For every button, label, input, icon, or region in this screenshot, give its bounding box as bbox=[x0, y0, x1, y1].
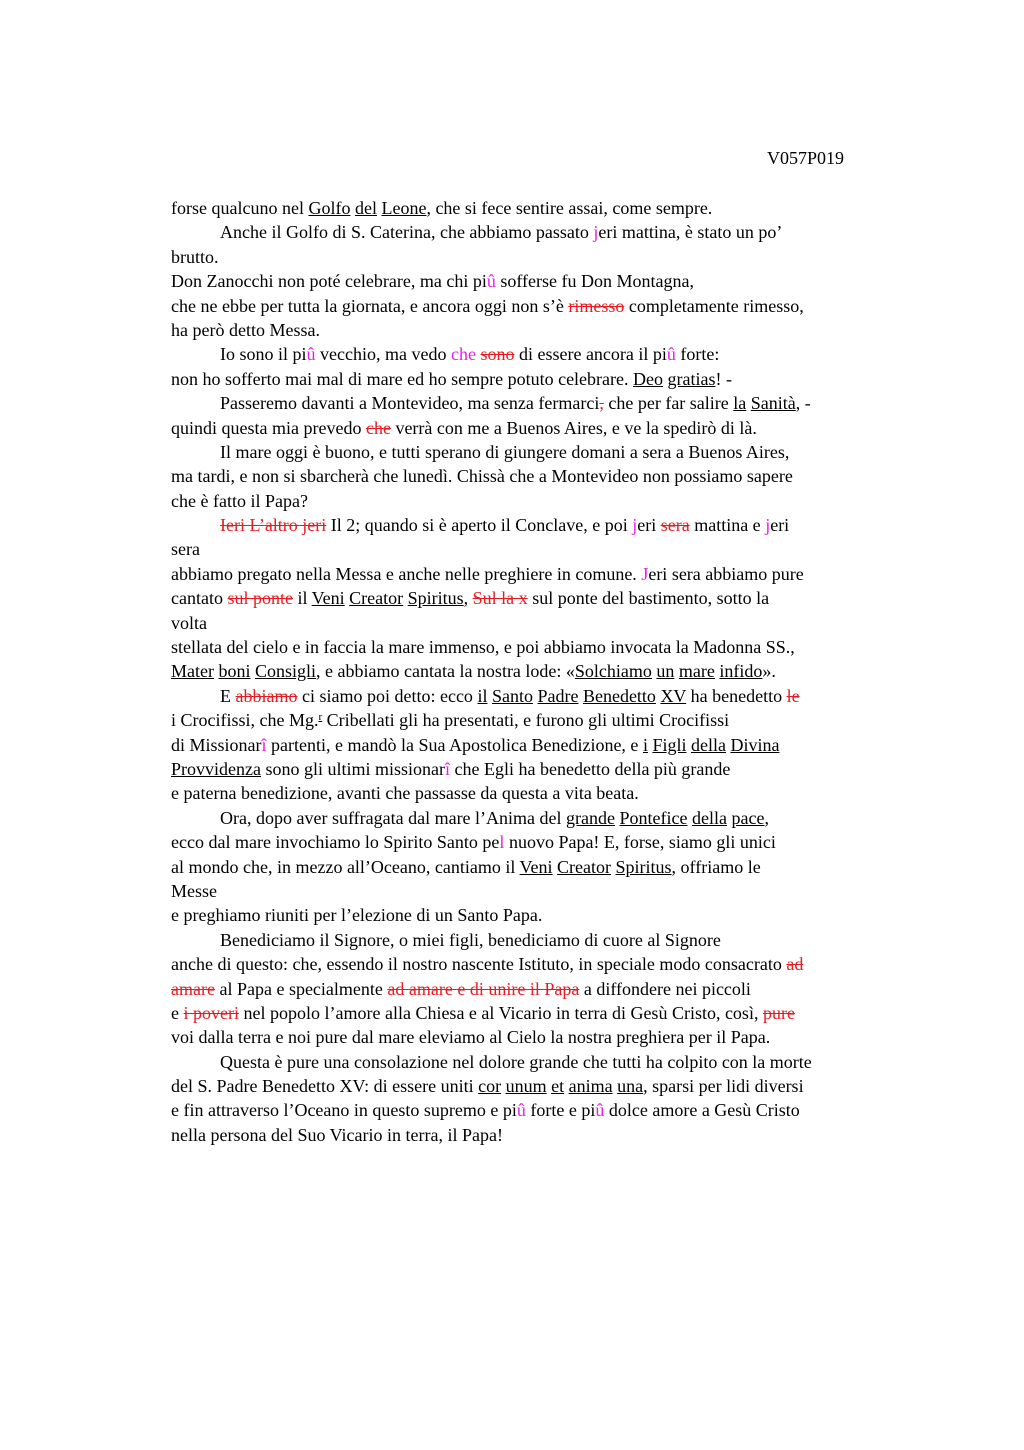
text-line bbox=[171, 903, 911, 927]
text-run: non ho sofferto mai mal di mare ed ho sempre potuto celebrare. bbox=[171, 368, 634, 389]
text-run: ! - bbox=[715, 368, 732, 389]
text-line bbox=[171, 489, 911, 513]
underlined-text: Veni bbox=[311, 588, 345, 609]
text-run: , sparsi per lidi diversi bbox=[643, 1076, 804, 1097]
text-run: stellata del cielo e in faccia la mare immenso, e poi abbiamo invocata la Madonna SS., bbox=[171, 637, 795, 658]
underlined-text: la bbox=[733, 393, 747, 414]
text-run: Passeremo davanti a Montevideo, ma senza fermarci bbox=[220, 393, 600, 414]
text-line bbox=[171, 1050, 911, 1074]
text-line bbox=[171, 196, 911, 220]
text-line bbox=[171, 1001, 911, 1025]
text-line bbox=[171, 318, 911, 342]
text-run: sono gli ultimi missionar bbox=[260, 758, 445, 779]
underlined-text: anima bbox=[568, 1076, 613, 1097]
text-run: a diffondere nei piccoli bbox=[579, 978, 751, 999]
text-run: Don Zanocchi non poté celebrare, ma chi pi bbox=[171, 271, 487, 292]
deleted-text: Ieri L’altro jeri bbox=[220, 515, 327, 536]
deleted-text: i poveri bbox=[183, 1002, 239, 1023]
underlined-text: Golfo bbox=[308, 198, 351, 218]
underlined-text: Solchiamo bbox=[574, 661, 652, 682]
text-run: E bbox=[220, 685, 236, 706]
text-run: eri mattina, è stato un po’ bbox=[598, 222, 783, 243]
deleted-text: che bbox=[365, 417, 391, 438]
text-run: Io sono il pi bbox=[220, 344, 307, 365]
underlined-text: della bbox=[692, 807, 727, 828]
text-run: al mondo che, in mezzo all’Oceano, cantiamo il bbox=[171, 856, 520, 877]
text-run: nuovo Papa! E, forse, siamo gli unici bbox=[504, 832, 776, 853]
text-run: ci siamo poi detto: ecco bbox=[297, 685, 478, 706]
text-run: forte: bbox=[675, 344, 720, 365]
text-run: Il mare oggi è buono, e tutti sperano di giungere domani a sera a Buenos Aires, bbox=[220, 441, 790, 462]
text-line bbox=[171, 342, 911, 366]
text-run: Anche il Golfo di S. Caterina, che abbiamo passato bbox=[220, 222, 594, 243]
text-run: ma tardi, e non si sbarcherà che lunedì. Chissà che a Montevideo non possiamo sapere bbox=[171, 466, 793, 487]
text-run: ». bbox=[762, 661, 776, 682]
text-run: che ne ebbe per tutta la giornata, e ancora oggi non s’è bbox=[171, 295, 569, 316]
page-identifier: V057P019 bbox=[766, 148, 844, 168]
corrected-text: û bbox=[516, 1100, 526, 1121]
underlined-text: il bbox=[477, 685, 488, 706]
corrected-text: û bbox=[666, 344, 676, 365]
text-line bbox=[171, 1074, 911, 1098]
deleted-text: Sul la x bbox=[472, 588, 528, 609]
text-run: Ora, dopo aver suffragata dal mare l’Anima del bbox=[220, 807, 567, 828]
corrected-text: î bbox=[445, 758, 451, 779]
text-line bbox=[171, 830, 911, 854]
text-line bbox=[171, 708, 911, 732]
text-line bbox=[171, 1123, 911, 1147]
text-line bbox=[171, 391, 911, 415]
text-run: che Egli ha benedetto della più grande bbox=[450, 758, 731, 779]
text-line bbox=[171, 611, 911, 635]
text-line bbox=[171, 928, 911, 952]
deleted-text: abbiamo bbox=[235, 685, 298, 706]
text-run: vecchio, ma vedo bbox=[315, 344, 451, 365]
text-run: ecco dal mare invochiamo lo Spirito Santo pe bbox=[171, 832, 500, 853]
corrected-text: j bbox=[632, 515, 638, 536]
text-line bbox=[171, 781, 911, 805]
text-run: , che si fece sentire assai, come sempre. bbox=[426, 198, 713, 218]
text-run: quindi questa mia prevedo bbox=[171, 417, 366, 438]
underlined-text: pace bbox=[731, 807, 765, 828]
text-run: e fin attraverso l’Oceano in questo supremo e pi bbox=[171, 1100, 517, 1121]
text-line bbox=[171, 635, 911, 659]
deleted-text: ad bbox=[786, 954, 804, 975]
text-run: sera bbox=[171, 539, 200, 560]
underlined-text: una bbox=[617, 1076, 644, 1097]
corrected-text: û bbox=[486, 271, 496, 292]
underlined-text: mare bbox=[678, 661, 715, 682]
text-run: , - bbox=[795, 393, 811, 414]
deleted-text: sul ponte bbox=[227, 588, 293, 609]
corrected-text: î bbox=[261, 734, 267, 755]
underlined-text: XV bbox=[660, 685, 687, 706]
text-line bbox=[171, 855, 911, 879]
text-run: eri bbox=[637, 515, 661, 536]
superscript-text: r bbox=[318, 711, 323, 724]
text-run: Il 2; quando si è aperto il Conclave, e poi bbox=[326, 515, 633, 536]
text-run: Benediciamo il Signore, o miei figli, benediciamo di cuore al Signore bbox=[220, 929, 721, 950]
text-line bbox=[171, 977, 911, 1001]
underlined-text: Padre bbox=[537, 685, 579, 706]
text-run: anche di questo: che, essendo il nostro nascente Istituto, in speciale modo consacrato bbox=[171, 954, 787, 975]
text-line bbox=[171, 684, 911, 708]
deleted-text: pure bbox=[762, 1002, 795, 1023]
text-run: che per far salire bbox=[603, 393, 734, 414]
text-line bbox=[171, 464, 911, 488]
deleted-text: rimesso bbox=[568, 295, 625, 316]
text-run: , bbox=[463, 588, 473, 609]
text-line bbox=[171, 537, 911, 561]
text-run: cantato bbox=[171, 588, 228, 609]
text-run: e paterna benedizione, avanti che passasse da questa a vita beata. bbox=[171, 783, 639, 804]
underlined-text: Sanità bbox=[750, 393, 796, 414]
text-line bbox=[171, 416, 911, 440]
underlined-text: Provvidenza bbox=[171, 758, 261, 779]
corrected-text: che bbox=[450, 344, 476, 365]
underlined-text: Figli bbox=[652, 734, 687, 755]
text-run: completamente rimesso, bbox=[624, 295, 804, 316]
text-run: al Papa e specialmente bbox=[214, 978, 388, 999]
text-run: , bbox=[764, 807, 769, 828]
deleted-text: sera bbox=[660, 515, 690, 536]
text-run: di essere ancora il pi bbox=[514, 344, 667, 365]
deleted-text: sono bbox=[480, 344, 515, 365]
text-run: sofferse fu Don Montagna, bbox=[495, 271, 694, 292]
underlined-text: Creator bbox=[349, 588, 404, 609]
underlined-text: Mater bbox=[171, 661, 214, 682]
text-run: abbiamo pregato nella Messa e anche nelle preghiere in comune. bbox=[171, 563, 642, 584]
text-line bbox=[171, 757, 911, 781]
underlined-text: Spiritus bbox=[615, 856, 672, 877]
text-line bbox=[171, 952, 911, 976]
text-line bbox=[171, 733, 911, 757]
text-run: brutto. bbox=[171, 246, 219, 267]
underlined-text: Deo bbox=[633, 368, 664, 389]
deleted-text: le bbox=[786, 685, 800, 706]
text-run: voi dalla terra e noi pure dal mare eleviamo al Cielo la nostra preghiera per il Papa. bbox=[171, 1027, 771, 1048]
corrected-text: l bbox=[499, 832, 505, 853]
text-run: ha benedetto bbox=[686, 685, 787, 706]
underlined-text: i bbox=[642, 734, 648, 755]
text-run: , e abbiamo cantata la nostra lode: « bbox=[316, 661, 575, 682]
underlined-text: Pontefice bbox=[619, 807, 688, 828]
letter-body bbox=[171, 196, 911, 1147]
text-run: Questa è pure una consolazione nel dolore grande che tutti ha colpito con la morte bbox=[220, 1051, 812, 1072]
text-line bbox=[171, 440, 911, 464]
text-run: Messe bbox=[171, 880, 217, 901]
text-run: mattina e bbox=[689, 515, 766, 536]
underlined-text: un bbox=[656, 661, 675, 682]
text-run: ha però detto Messa. bbox=[171, 319, 320, 340]
text-run: Cribellati gli ha presentati, e furono gli ultimi Crocifissi bbox=[322, 710, 730, 731]
corrected-text: û bbox=[595, 1100, 605, 1121]
underlined-text: gratias bbox=[667, 368, 716, 389]
text-line bbox=[171, 659, 911, 683]
underlined-text: Spiritus bbox=[407, 588, 464, 609]
text-run: forte e pi bbox=[525, 1100, 596, 1121]
text-run: e bbox=[171, 1002, 184, 1023]
underlined-text: Veni bbox=[519, 856, 553, 877]
underlined-text: Leone bbox=[381, 198, 427, 218]
text-run: il bbox=[292, 588, 312, 609]
underlined-text: grande bbox=[566, 807, 616, 828]
text-run: eri sera abbiamo pure bbox=[648, 563, 804, 584]
text-run: nella persona del Suo Vicario in terra, il Papa! bbox=[171, 1124, 503, 1145]
text-run: i Crocifissi, che Mg. bbox=[171, 710, 319, 731]
corrected-text: j bbox=[765, 515, 771, 536]
text-run: che è fatto il Papa? bbox=[171, 490, 308, 511]
underlined-text: Consigli bbox=[255, 661, 317, 682]
underlined-text: del bbox=[354, 198, 377, 218]
text-run: eri bbox=[770, 515, 790, 536]
underlined-text: et bbox=[551, 1076, 565, 1097]
underlined-text: Benedetto bbox=[582, 685, 656, 706]
underlined-text: cor bbox=[478, 1076, 502, 1097]
underlined-text: boni bbox=[218, 661, 251, 682]
text-run: volta bbox=[171, 612, 207, 633]
text-run: nel popolo l’amore alla Chiesa e al Vicario in terra di Gesù Cristo, così, bbox=[239, 1002, 763, 1023]
underlined-text: unum bbox=[505, 1076, 547, 1097]
text-line bbox=[171, 806, 911, 830]
text-line bbox=[171, 1098, 911, 1122]
text-run: verrà con me a Buenos Aires, e ve la spedirò di là. bbox=[390, 417, 757, 438]
underlined-text: Divina bbox=[730, 734, 780, 755]
underlined-text: Creator bbox=[557, 856, 612, 877]
corrected-text: û bbox=[306, 344, 316, 365]
text-line bbox=[171, 367, 911, 391]
deleted-text: ad amare e di unire il Papa bbox=[387, 978, 580, 999]
underlined-text: infido bbox=[719, 661, 763, 682]
text-line bbox=[171, 269, 911, 293]
text-run: sul ponte del bastimento, sotto la bbox=[527, 588, 770, 609]
text-line bbox=[171, 245, 911, 269]
text-run: partenti, e mandò la Sua Apostolica Benedizione, e bbox=[266, 734, 643, 755]
text-run: forse qualcuno nel bbox=[171, 198, 309, 218]
text-line bbox=[171, 1025, 911, 1049]
underlined-text: Santo bbox=[491, 685, 533, 706]
corrected-text: j bbox=[593, 222, 599, 243]
text-run: , offriamo le bbox=[671, 856, 761, 877]
corrected-text: J bbox=[641, 563, 649, 584]
text-line bbox=[171, 513, 911, 537]
text-line bbox=[171, 220, 911, 244]
text-run: di Missionar bbox=[171, 734, 262, 755]
text-run: e preghiamo riuniti per l’elezione di un Santo Papa. bbox=[171, 905, 543, 926]
text-line bbox=[171, 879, 911, 903]
text-run: del S. Padre Benedetto XV: di essere uniti bbox=[171, 1076, 479, 1097]
deleted-text: amare bbox=[171, 978, 215, 999]
text-run: dolce amore a Gesù Cristo bbox=[604, 1100, 800, 1121]
text-line bbox=[171, 294, 911, 318]
text-line bbox=[171, 586, 911, 610]
text-line bbox=[171, 562, 911, 586]
deleted-text: , bbox=[599, 393, 604, 414]
underlined-text: della bbox=[690, 734, 726, 755]
